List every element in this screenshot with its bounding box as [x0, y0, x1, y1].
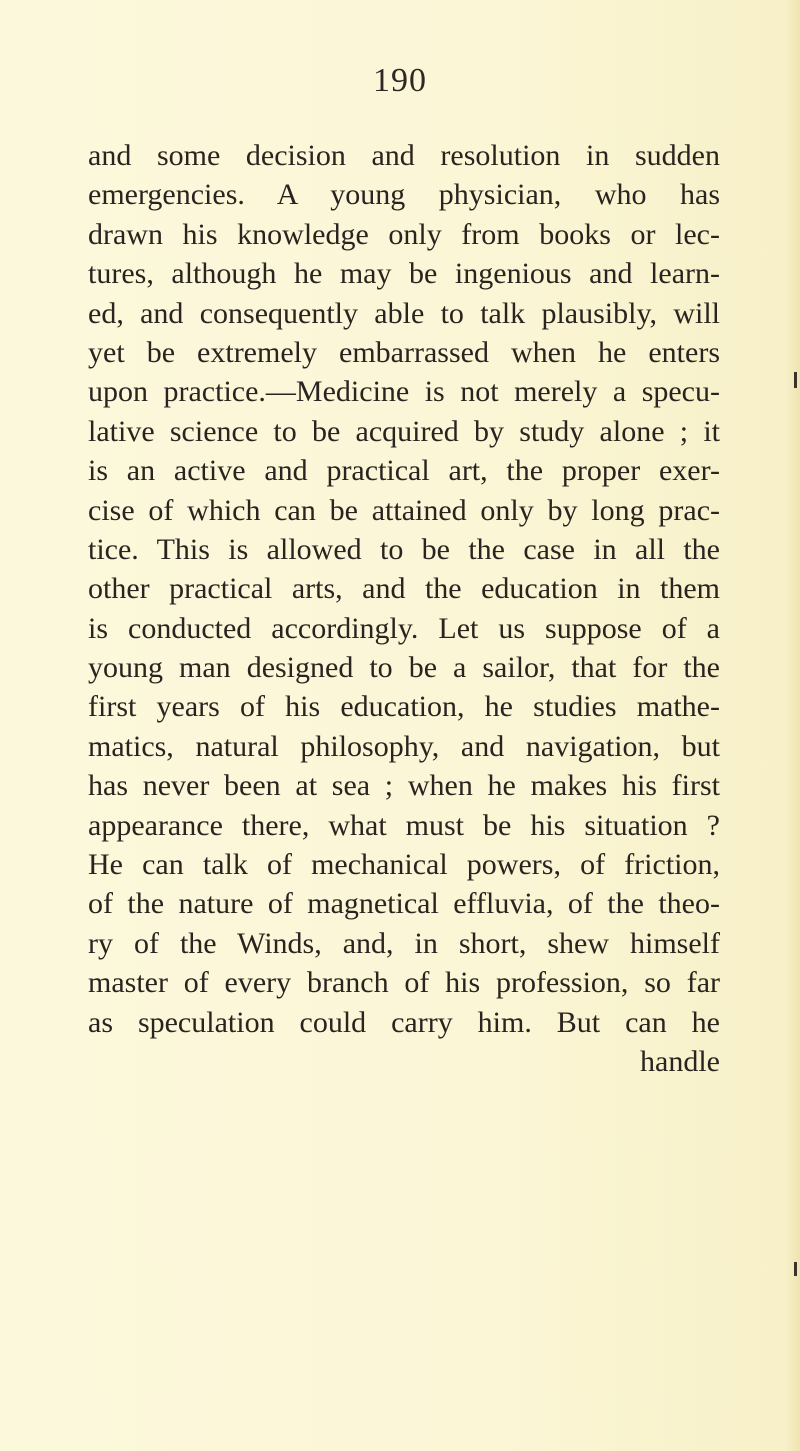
text-line: ed, and consequently able to talk plausibly, will [88, 296, 720, 330]
text-line: is conducted accordingly. Let us suppose of a [88, 611, 720, 645]
page-edge-shadow [786, 0, 800, 1451]
text-line: drawn his knowledge only from books or lec- [88, 217, 720, 251]
text-line: lative science to be acquired by study alone ; it [88, 414, 720, 448]
catchword: handle [640, 1044, 720, 1078]
margin-mark [794, 372, 797, 388]
text-line: ry of the Winds, and, in short, shew himself [88, 926, 720, 960]
text-line: master of every branch of his profession, so far [88, 966, 720, 1000]
text-line: upon practice.—Medicine is not merely a specu- [88, 375, 720, 409]
text-line: young man designed to be a sailor, that for the [88, 651, 720, 685]
text-line: tice. This is allowed to be the case in all the [88, 532, 720, 566]
text-line: cise of which can be attained only by long prac- [88, 493, 720, 527]
text-line: first years of his education, he studies mathe- [88, 690, 720, 724]
text-line: matics, natural philosophy, and navigation, but [88, 729, 720, 763]
text-line: and some decision and resolution in sudden [88, 139, 720, 172]
margin-mark [794, 1262, 797, 1276]
text-line: He can talk of mechanical powers, of friction, [88, 848, 720, 882]
text-line: yet be extremely embarrassed when he enters [88, 335, 720, 369]
text-line: appearance there, what must be his situation ? [88, 808, 720, 842]
text-line: has never been at sea ; when he makes his first [88, 769, 720, 803]
body-text [88, 136, 720, 1081]
text-line: is an active and practical art, the proper exer- [88, 454, 720, 488]
text-line: emergencies. A young physician, who has [88, 178, 720, 212]
text-line: as speculation could carry him. But can he [88, 1005, 720, 1039]
text-line: of the nature of magnetical effluvia, of the theo- [88, 887, 720, 921]
text-line: other practical arts, and the education in them [88, 572, 720, 606]
page-number: 190 [373, 62, 427, 99]
text-line: tures, although he may be ingenious and learn- [88, 257, 720, 291]
